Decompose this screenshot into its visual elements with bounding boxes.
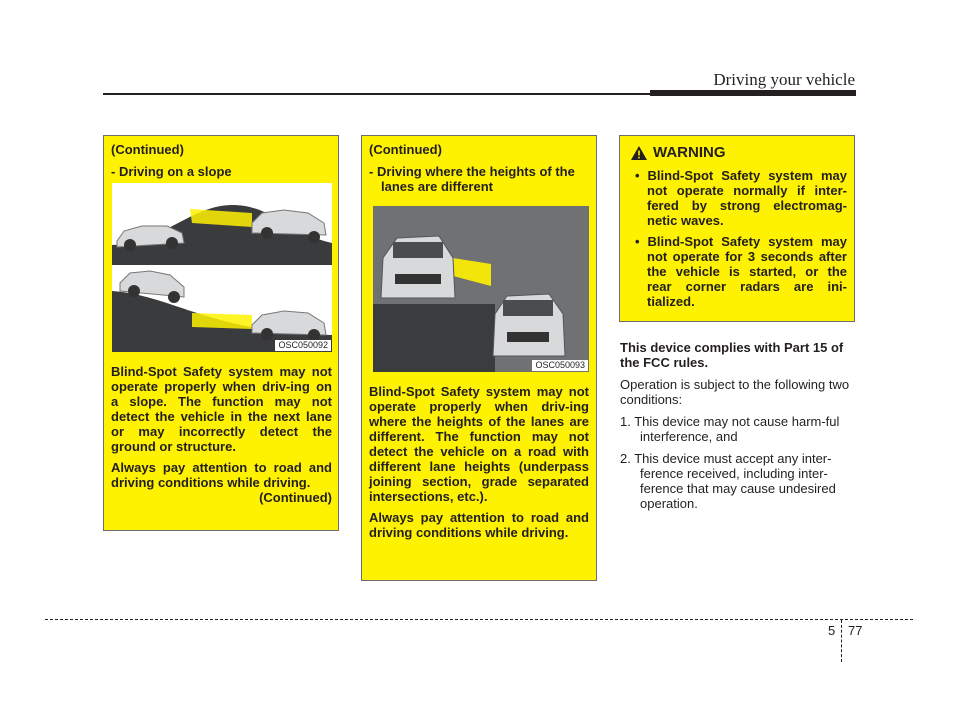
- continued-label: (Continued): [111, 142, 184, 157]
- continued-label: (Continued): [369, 142, 442, 157]
- warning-title: WARNING: [653, 144, 726, 161]
- slope-subheading: - Driving on a slope: [111, 164, 232, 179]
- header-rule: [103, 93, 855, 95]
- footer-rule: [45, 619, 913, 620]
- page-number: 77: [848, 623, 863, 638]
- page-number-divider: [841, 620, 842, 662]
- lane-height-subheading: - Driving where the heights of the lanes are different: [369, 164, 575, 194]
- running-header: Driving your vehicle: [713, 70, 855, 89]
- warning-panel: [619, 135, 855, 322]
- warning-triangle-icon: [631, 146, 647, 160]
- slope-caution-panel: [103, 135, 339, 531]
- figure-code: OSC050093: [532, 360, 588, 371]
- lane-height-paragraph: Blind-Spot Safety system may not operate properly when driv-ing where the heights of the lanes are different. The function may not detect the vehicle on a road with different lane heights (underpass joining section, grade separated intersections, etc.).: [369, 384, 589, 504]
- attention-paragraph: Always pay attention to road and driving conditions while driving.: [369, 510, 589, 540]
- fcc-compliance-section: [620, 340, 856, 518]
- lane-height-figure: [373, 206, 589, 372]
- continued-label: (Continued): [259, 490, 332, 505]
- fcc-condition: 1. This device may not cause harm-ful interference, and: [620, 414, 840, 444]
- slope-paragraph: Blind-Spot Safety system may not operate properly when driv-ing on a slope. The function may not detect the vehicle in the next lane or may incorrectly detect the ground or structure.: [111, 364, 332, 454]
- chapter-number: 5: [828, 623, 836, 638]
- fcc-heading: This device complies with Part 15 of the FCC rules.: [620, 340, 844, 370]
- fcc-intro: Operation is subject to the following two conditions:: [620, 377, 850, 407]
- slope-figure: [112, 183, 332, 352]
- warning-item: • Blind-Spot Safety system may not operate normally if inter-fered by strong electromag-netic waves.: [635, 168, 847, 228]
- fcc-condition: 2. This device must accept any inter-ference received, including inter-ference that may cause undesired operation.: [620, 451, 836, 511]
- attention-paragraph: Always pay attention to road and driving conditions while driving.: [111, 460, 332, 490]
- warning-heading: [631, 144, 847, 162]
- figure-code: OSC050092: [275, 340, 331, 351]
- car-lower-lane: [493, 294, 565, 356]
- lane-height-caution-panel: [361, 135, 597, 581]
- car-upper-lane: [381, 236, 455, 298]
- warning-item: • Blind-Spot Safety system may not operate for 3 seconds after the vehicle is started, or the rear corner radars are ini-tialized.: [635, 234, 847, 309]
- lane-height-illustration: [373, 206, 589, 372]
- slope-illustration: [112, 183, 332, 352]
